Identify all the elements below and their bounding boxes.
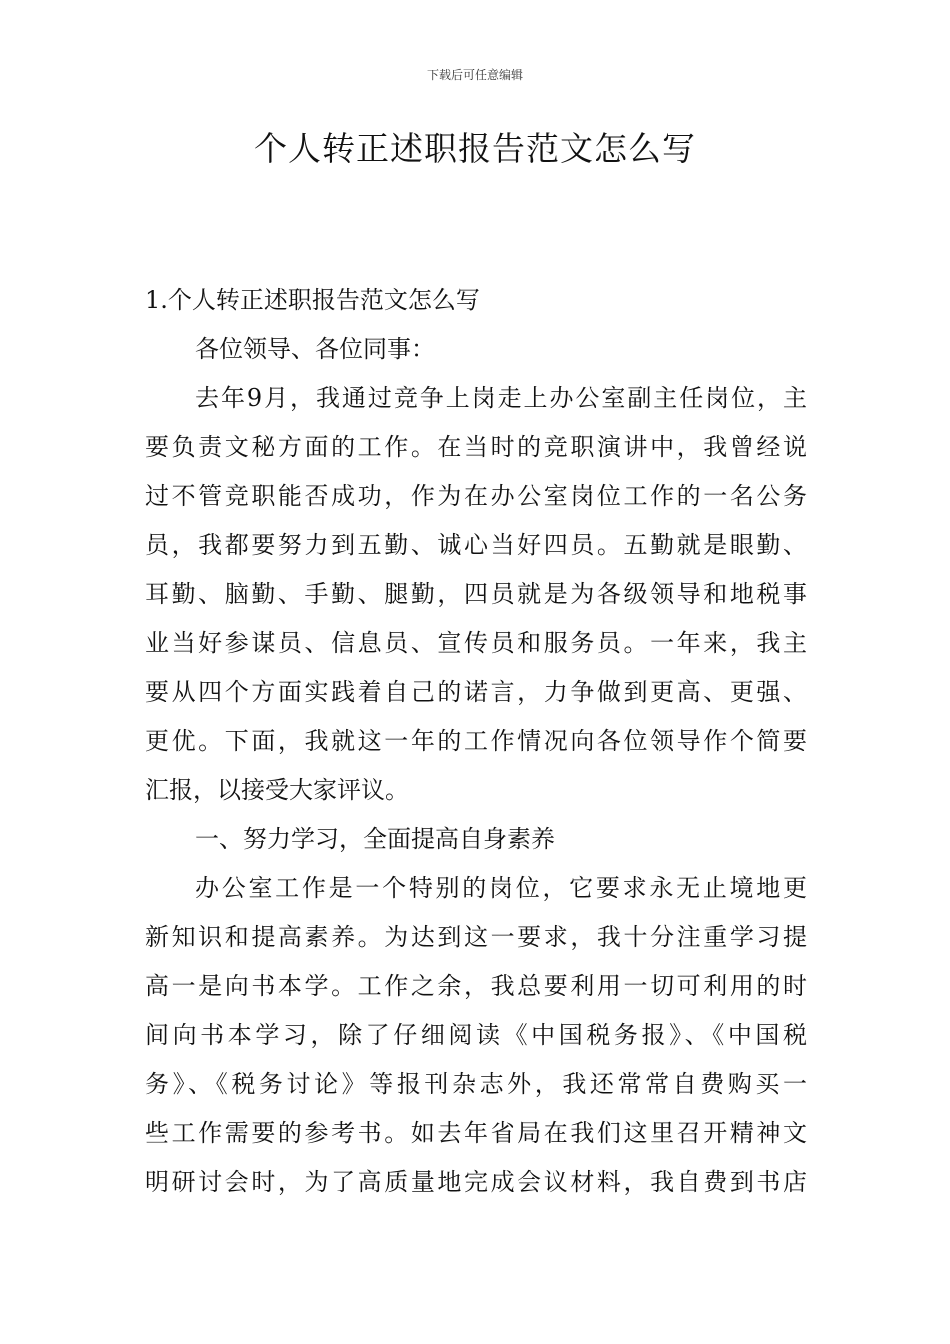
paragraph-line: 过不管竞职能否成功，作为在办公室岗位工作的一名公务 [145,482,807,510]
paragraph-line: 间向书本学习，除了仔细阅读《中国税务报》、《中国税 [145,1021,807,1049]
paragraph-line: 明研讨会时，为了高质量地完成会议材料，我自费到书店 [145,1168,807,1196]
paragraph-line: 些工作需要的参考书。如去年省局在我们这里召开精神文 [145,1119,807,1147]
paragraph-line: 要从四个方面实践着自己的诺言，力争做到更高、更强、 [145,678,807,706]
document-title: 个人转正述职报告范文怎么写 [254,129,696,168]
paragraph-line: 新知识和提高素养。为达到这一要求，我十分注重学习提 [145,923,807,951]
paragraph-line: 办公室工作是一个特别的岗位，它要求永无止境地更 [195,874,807,902]
paragraph-line: 耳勤、脑勤、手勤、腿勤，四员就是为各级领导和地税事 [145,580,807,608]
paragraph-line: 1.个人转正述职报告范文怎么写 [145,286,480,314]
paragraph-line: 业当好参谋员、信息员、宣传员和服务员。一年来，我主 [145,629,807,657]
paragraph-line: 更优。下面，我就这一年的工作情况向各位领导作个简要 [145,727,807,755]
paragraph-line: 员，我都要努力到五勤、诚心当好四员。五勤就是眼勤、 [145,531,807,559]
paragraph-line: 务》、《税务讨论》等报刊杂志外，我还常常自费购买一 [145,1070,807,1098]
body-text [145,276,807,1207]
paragraph-line: 去年9月，我通过竞争上岗走上办公室副主任岗位，主 [195,384,807,412]
paragraph-line: 高一是向书本学。工作之余，我总要利用一切可利用的时 [145,972,807,1000]
paragraph-line: 要负责文秘方面的工作。在当时的竞职演讲中，我曾经说 [145,433,807,461]
paragraph-line: 各位领导、各位同事： [195,335,435,363]
paragraph-line: 一、努力学习，全面提高自身素养 [195,825,555,853]
paragraph-line: 汇报，以接受大家评议。 [145,776,409,804]
header-note: 下载后可任意编辑 [426,68,523,82]
